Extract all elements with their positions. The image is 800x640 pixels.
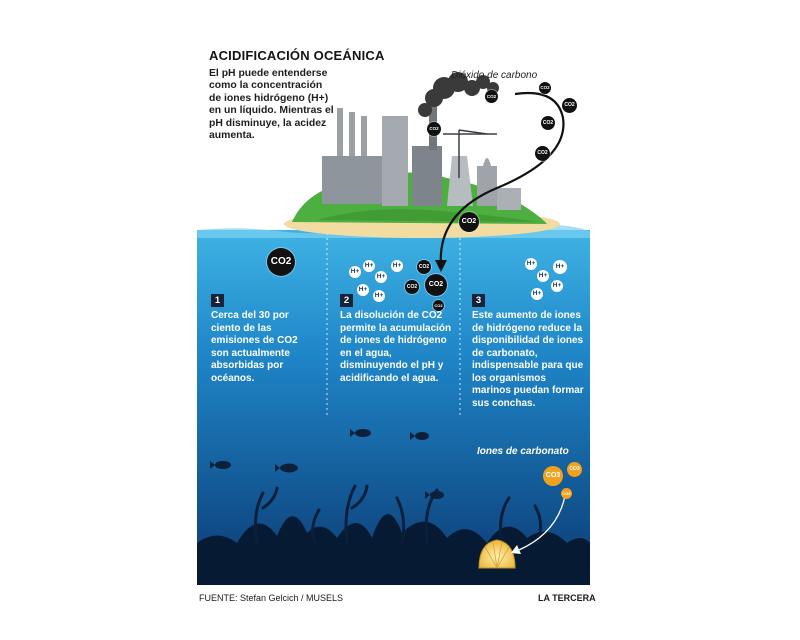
publisher-logo: LA TERCERA [538,593,596,603]
step-number-3: 3 [472,294,485,307]
co3-bubble: CO3 [561,488,572,499]
panel-2-text: La disolución de CO2 permite la acumulación de iones de hidrógeno en el agua, disminuyendo el pH y acidificando el agua. [340,310,452,384]
co2-bubble: CO2 [541,116,555,130]
h-ion: H+ [553,260,567,274]
infographic [197,38,590,585]
co2-bubble: CO2 [459,212,479,232]
h-ion: H+ [525,258,537,270]
source-credit: FUENTE: Stefan Gelcich / MUSELS [199,593,344,603]
h-ion: H+ [375,271,387,283]
step-number-1: 1 [211,294,224,307]
carbonate-label: Iones de carbonato [477,446,569,457]
co2-bubble-large: CO2 [267,248,295,276]
co2-bubble: CO2 [405,280,419,294]
co2-bubble: CO2 [417,260,431,274]
panel-3-text: Este aumento de iones de hidrógeno reduce la disponibilidad de iones de carbonato, indispensable para que los organismos marinos puedan formar sus conchas. [472,310,584,409]
h-ion: H+ [349,266,361,278]
panel-1-text: Cerca del 30 por ciento de las emisiones de CO2 son actualmente absorbidas por océanos. [211,310,298,384]
step-number-2: 2 [340,294,353,307]
co2-bubble: CO2 [562,98,577,113]
co2-bubble: CO2 [539,82,551,94]
h-ion: H+ [551,280,563,292]
co2-bubble: CO2 [427,122,441,136]
co2-bubble: CO2 [425,274,447,296]
co2-bubble: CO2 [433,300,444,311]
h-ion: H+ [531,288,543,300]
h-ion: H+ [357,284,369,296]
page-title: ACIDIFICACIÓN OCEÁNICA [209,48,385,63]
co3-bubble: CO3 [567,462,582,477]
h-ion: H+ [537,270,549,282]
h-ion: H+ [373,290,385,302]
factory [322,100,521,210]
co2-bubble: CO2 [535,146,550,161]
co3-bubble: CO3 [543,466,563,486]
intro-text: El pH puede entenderse como la concentración de iones hidrógeno (H+) en un líquido. Mientras el pH disminuye, la acidez aumenta. [209,68,334,142]
co2-bubble: CO2 [485,90,498,103]
co2-label: Dióxido de carbono [451,70,538,81]
h-ion: H+ [391,260,403,272]
h-ion: H+ [363,260,375,272]
